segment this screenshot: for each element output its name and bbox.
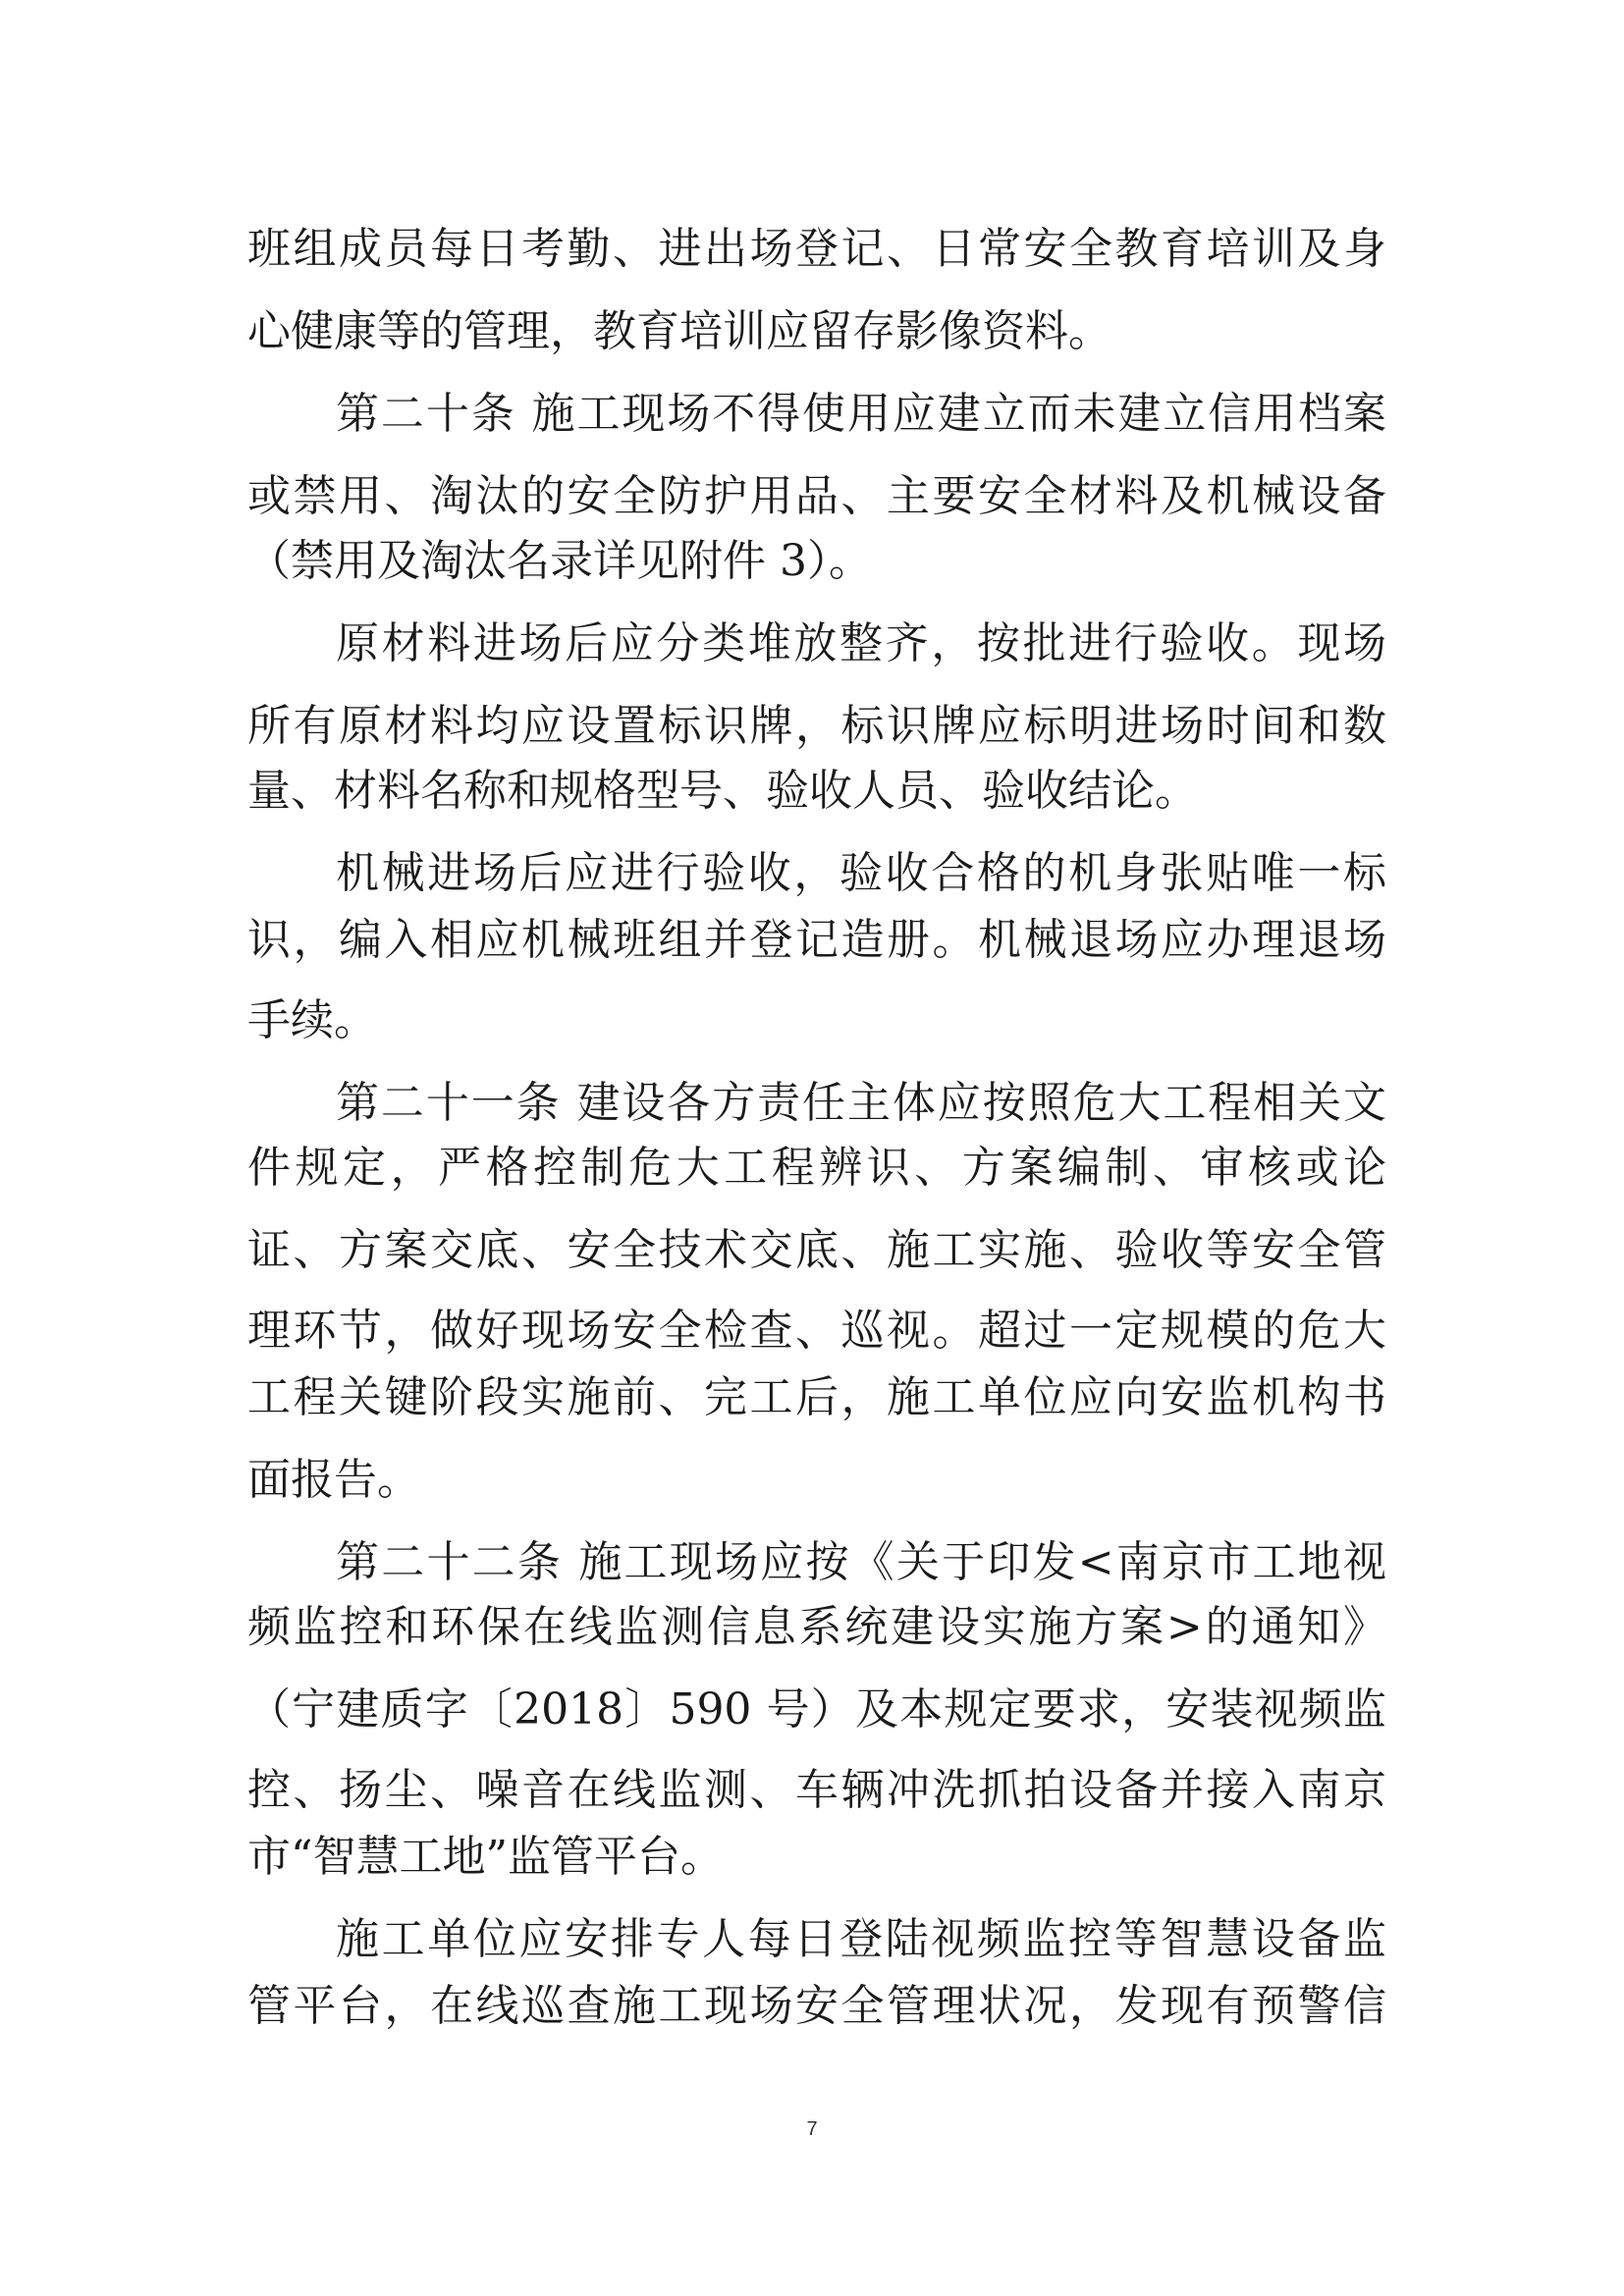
page-number: 7 [806,2118,818,2140]
text-line: 市“智慧工地”监管平台。 [247,1832,724,1882]
paragraph-line: 施工单位应安排专人每日登陆视频监控等智慧设备监 [336,1914,1386,1964]
text-line: （宁建质字〔2018〕590 号）及本规定要求，安装视频监 [247,1684,1386,1735]
text-line: 工程关键阶段实施前、完工后，施工单位应向安监机构书 [247,1372,1386,1422]
text-line: 或禁用、淘汰的安全防护用品、主要安全材料及机械设备 [247,471,1386,521]
text-line: 管平台，在线巡查施工现场安全管理状况，发现有预警信 [247,1981,1386,2031]
text-line: 手续。 [247,995,377,1045]
article-20-line: 第二十条 施工现场不得使用应建立而未建立信用档案 [336,389,1386,439]
paragraph-line: 机械进场后应进行验收，验收合格的机身张贴唯一标 [336,848,1386,898]
text-line: 理环节，做好现场安全检查、巡视。超过一定规模的危大 [247,1306,1386,1356]
text-line: 控、扬尘、噪音在线监测、车辆冲洗抓拍设备并接入南京 [247,1765,1386,1815]
article-22-line: 第二十二条 施工现场应按《关于印发<南京市工地视 [336,1537,1386,1587]
article-21-line: 第二十一条 建设各方责任主体应按照危大工程相关文 [336,1078,1386,1128]
text-line: 心健康等的管理，教育培训应留存影像资料。 [247,306,1111,356]
text-line: 证、方案交底、安全技术交底、施工实施、验收等安全管 [247,1225,1386,1275]
text-line: 所有原材料均应设置标识牌，标识牌应标明进场时间和数 [247,701,1386,751]
paragraph-line: 原材料进场后应分类堆放整齐，按批进行验收。现场 [336,618,1386,668]
text-line: 识，编入相应机械班组并登记造册。机械退场应办理退场 [247,915,1386,965]
text-line: 频监控和环保在线监测信息系统建设实施方案>的通知》 [247,1602,1386,1652]
text-line: 班组成员每日考勤、进出场登记、日常安全教育培训及身 [247,224,1386,274]
text-line: （禁用及淘汰名录详见附件 3）。 [247,536,872,586]
text-line: 量、材料名称和规格型号、验收人员、验收结论。 [247,766,1198,816]
text-line: 面报告。 [247,1455,420,1505]
text-line: 件规定，严格控制危大工程辨识、方案编制、审核或论 [247,1143,1386,1193]
